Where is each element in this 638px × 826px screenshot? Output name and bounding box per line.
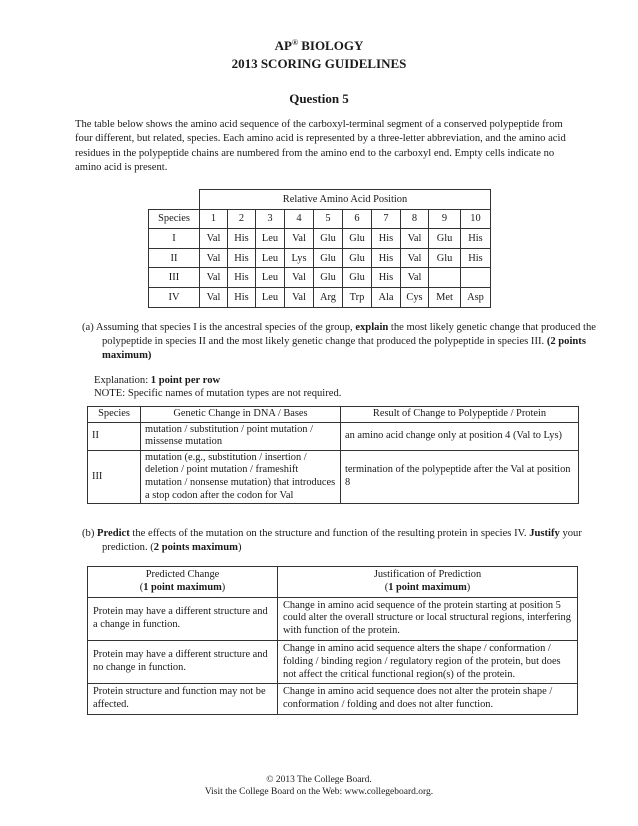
species-column-header: Species xyxy=(88,407,141,423)
intro-paragraph: The table below shows the amino acid sequence of the carboxyl-terminal segment of a conserved polypeptide from four different, but related, species. Each amino acid is represented by a three-letter abbreviation, and the amino acid residues in the polypeptide chains are numbered from the amino end to the carboxyl end. Empty cells indicate no amino acid is present. xyxy=(75,119,566,173)
aa-cell: Glu xyxy=(343,268,372,288)
aa-cell: His xyxy=(228,229,256,249)
justification-cell: Change in amino acid sequence does not alter the protein shape / conformation / folding and does not alter function. xyxy=(278,684,578,715)
aa-cell: Trp xyxy=(343,287,372,307)
aa-cell: Val xyxy=(200,248,228,268)
aa-species-cell: I xyxy=(149,229,200,249)
aa-cell: Val xyxy=(285,268,314,288)
aa-species-cell: II xyxy=(149,248,200,268)
predicted-change-header: Predicted Change (1 point maximum) xyxy=(88,567,278,598)
justification-cell: Change in amino acid sequence alters the shape / conformation / folding / binding region / regulatory region of the protein, but does not affect the critical functional region(s) of the protein. xyxy=(278,640,578,683)
part-b-header-row xyxy=(88,567,578,598)
aa-table-row xyxy=(149,229,491,249)
aa-blank-corner xyxy=(149,190,200,210)
prediction-cell: Protein may have a different structure and no change in function. xyxy=(88,640,278,683)
aa-species-cell: III xyxy=(149,268,200,288)
aa-cell: Val xyxy=(200,287,228,307)
doc-subtitle: 2013 SCORING GUIDELINES xyxy=(231,56,407,71)
table-row xyxy=(88,450,579,503)
footer-copyright: © 2013 The College Board. xyxy=(266,775,372,785)
aa-cell: Val xyxy=(285,287,314,307)
result-cell: termination of the polypeptide after the Val at position 8 xyxy=(341,450,579,503)
aa-position-header: 1 xyxy=(200,209,228,229)
aa-cell: His xyxy=(372,268,401,288)
explanation-note: NOTE: Specific names of mutation types are not required. xyxy=(94,388,342,399)
part-b-prompt: (b) Predict the effects of the mutation on the structure and function of the resulting protein in species IV. Justify your prediction. (2 points maximum) xyxy=(82,528,582,553)
aa-table-row xyxy=(149,268,491,288)
species-cell: III xyxy=(88,450,141,503)
table-row xyxy=(88,597,578,640)
aa-group-header: Relative Amino Acid Position xyxy=(200,190,491,210)
aa-group-header-row xyxy=(149,190,491,210)
aa-cell: Ala xyxy=(372,287,401,307)
genetic-change-cell: mutation / substitution / point mutation / missense mutation xyxy=(141,422,341,450)
result-cell: an amino acid change only at position 4 (Val to Lys) xyxy=(341,422,579,450)
aa-cell: Leu xyxy=(256,229,285,249)
aa-cell: Glu xyxy=(429,248,461,268)
aa-cell: Val xyxy=(200,268,228,288)
aa-cell: Cys xyxy=(401,287,429,307)
aa-position-header: 9 xyxy=(429,209,461,229)
aa-cell: Glu xyxy=(314,229,343,249)
result-column-header: Result of Change to Polypeptide / Protein xyxy=(341,407,579,423)
aa-cell: His xyxy=(228,248,256,268)
amino-acid-table xyxy=(148,189,491,308)
aa-cell-empty xyxy=(429,268,461,288)
aa-cell: Glu xyxy=(343,229,372,249)
aa-position-header: 7 xyxy=(372,209,401,229)
table-row xyxy=(88,640,578,683)
aa-cell: His xyxy=(372,248,401,268)
question-heading: Question 5 xyxy=(289,91,349,106)
aa-cell: Asp xyxy=(461,287,491,307)
aa-position-row xyxy=(149,209,491,229)
part-a-answer-table xyxy=(87,406,579,504)
table-row xyxy=(88,422,579,450)
aa-cell: His xyxy=(372,229,401,249)
aa-cell: His xyxy=(461,248,491,268)
aa-cell: Leu xyxy=(256,268,285,288)
aa-cell: Met xyxy=(429,287,461,307)
aa-cell: Lys xyxy=(285,248,314,268)
justification-header: Justification of Prediction (1 point maximum) xyxy=(278,567,578,598)
aa-table-row xyxy=(149,287,491,307)
aa-cell: Val xyxy=(401,268,429,288)
aa-cell: Val xyxy=(285,229,314,249)
aa-position-header: 6 xyxy=(343,209,372,229)
doc-title: AP® BIOLOGY xyxy=(274,38,364,53)
aa-position-header: 10 xyxy=(461,209,491,229)
aa-position-header: 3 xyxy=(256,209,285,229)
aa-cell: His xyxy=(461,229,491,249)
aa-species-cell: IV xyxy=(149,287,200,307)
species-cell: II xyxy=(88,422,141,450)
part-a-prompt: (a) Assuming that species I is the ancestral species of the group, explain the most likely genetic change that produced the polypeptide in species II and the most likely genetic change that produced the polypeptide in species III. (2 points maximum) xyxy=(82,322,596,361)
aa-cell: Arg xyxy=(314,287,343,307)
aa-cell: Leu xyxy=(256,287,285,307)
genetic-change-cell: mutation (e.g., substitution / insertion / deletion / point mutation / frameshift mutation / nonsense mutation) that introduces a stop codon after the codon for Val xyxy=(141,450,341,503)
prediction-cell: Protein may have a different structure and a change in function. xyxy=(88,597,278,640)
table-row xyxy=(88,684,578,715)
explanation-block xyxy=(94,374,341,400)
aa-position-header: 5 xyxy=(314,209,343,229)
aa-position-header: 4 xyxy=(285,209,314,229)
genetic-change-column-header: Genetic Change in DNA / Bases xyxy=(141,407,341,423)
part-b-answer-table xyxy=(87,566,578,715)
aa-cell: Glu xyxy=(314,268,343,288)
aa-table-row xyxy=(149,248,491,268)
footer-website: Visit the College Board on the Web: www.collegeboard.org. xyxy=(204,787,434,797)
aa-position-header: 8 xyxy=(401,209,429,229)
justification-cell: Change in amino acid sequence of the protein starting at position 5 could alter the overall structure or local structural regions, interfering with function of the protein. xyxy=(278,597,578,640)
aa-cell: Val xyxy=(200,229,228,249)
aa-species-header: Species xyxy=(149,209,200,229)
aa-cell: Glu xyxy=(429,229,461,249)
aa-cell: Leu xyxy=(256,248,285,268)
aa-cell: His xyxy=(228,287,256,307)
aa-cell: Glu xyxy=(314,248,343,268)
aa-cell: Val xyxy=(401,229,429,249)
explanation-line: Explanation: 1 point per row xyxy=(94,375,221,386)
aa-cell: Glu xyxy=(343,248,372,268)
part-a-header-row xyxy=(88,407,579,423)
prediction-cell: Protein structure and function may not be affected. xyxy=(88,684,278,715)
aa-position-header: 2 xyxy=(228,209,256,229)
aa-cell: Val xyxy=(401,248,429,268)
aa-cell: His xyxy=(228,268,256,288)
aa-cell-empty xyxy=(461,268,491,288)
